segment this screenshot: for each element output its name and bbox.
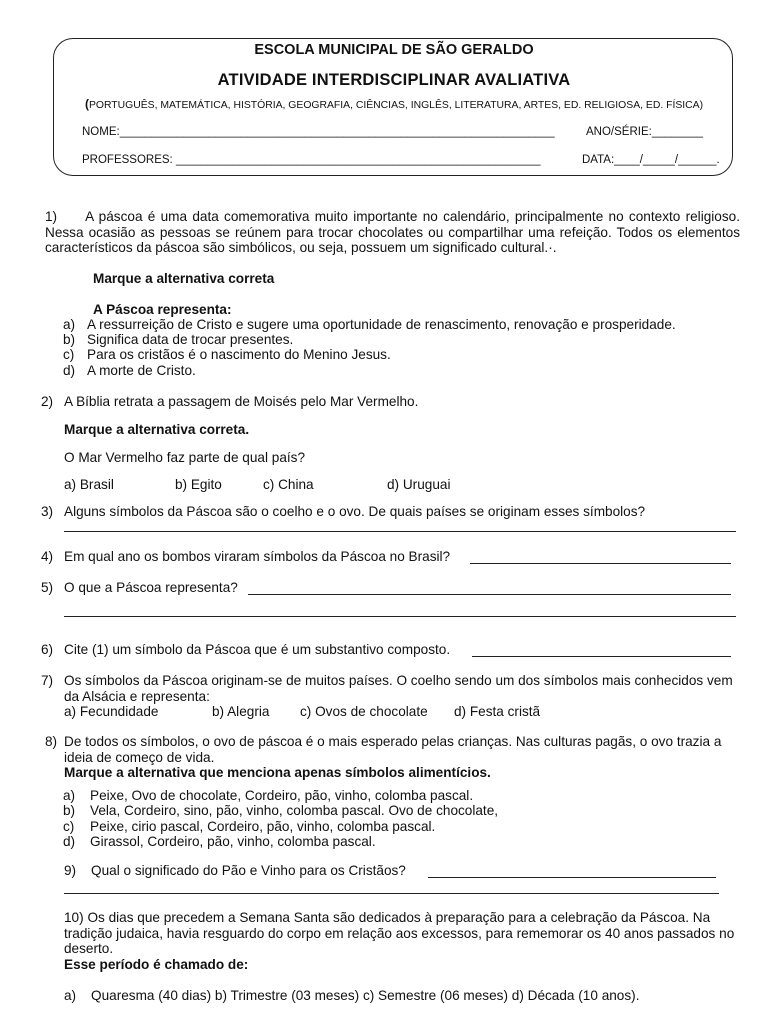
q1-option-d[interactable] — [63, 363, 196, 379]
q10-number: 10) — [64, 910, 84, 925]
q2-prompt: O Mar Vermelho faz parte de qual país? — [64, 450, 306, 465]
q7-number: 7) — [41, 673, 54, 688]
question-4 — [41, 549, 451, 565]
q1-option-d-text: A morte de Cristo. — [87, 363, 196, 378]
q4-answer-line[interactable] — [470, 563, 731, 564]
q2-option-d[interactable]: d) Uruguai — [387, 477, 451, 492]
q7-option-c[interactable]: c) Ovos de chocolate — [300, 704, 428, 719]
q10-options-letter: a) — [64, 988, 77, 1003]
grade-field[interactable] — [586, 125, 703, 141]
grade-label: ANO/SÉRIE: — [586, 126, 652, 138]
q8-option-a-letter: a) — [63, 788, 76, 803]
q8-option-a-text: Peixe, Ovo de chocolate, Cordeiro, pão, vinho, colomba pascal. — [90, 788, 474, 803]
q6-answer-line[interactable] — [472, 656, 731, 657]
q8-text: De todos os símbolos, o ovo de páscoa é o mais esperado pelas crianças. Nas culturas pagãs, o ovo trazia a ideia de começo de vida. — [64, 734, 722, 765]
q8-option-d-letter: d) — [63, 834, 76, 849]
q8-option-c-text: Peixe, cirio pascal, Cordeiro, pão, vinho, colomba pascal. — [90, 819, 436, 834]
subjects-text: PORTUGUÊS, MATEMÁTICA, HISTÓRIA, GEOGRAFIA, CIÊNCIAS, INGLÊS, LITERATURA, ARTES, ED. RELIGIOSA, ED. FÍSICA) — [88, 100, 704, 111]
q1-option-c[interactable] — [63, 347, 391, 363]
q2-option-b[interactable]: b) Egito — [175, 477, 222, 492]
q1-option-a-text: A ressurreição de Cristo e sugere uma oportunidade de renascimento, renovação e prosperidade. — [87, 317, 676, 332]
q4-number: 4) — [41, 549, 54, 564]
school-name: ESCOLA MUNICIPAL DE SÃO GERALDO — [254, 42, 534, 58]
q9-number: 9) — [64, 863, 77, 878]
q3-answer-line[interactable] — [64, 531, 736, 532]
q1-option-d-letter: d) — [63, 363, 76, 378]
q3-text: Alguns símbolos da Páscoa são o coelho e o ovo. De quais países se originam esses símbolos? — [64, 504, 646, 519]
q9-text: Qual o significado do Pão e Vinho para os Cristãos? — [91, 863, 406, 878]
q8-option-c[interactable] — [63, 819, 436, 835]
q8-number: 8) — [45, 734, 58, 749]
teachers-line[interactable]: _________________________________________________________ — [175, 154, 541, 166]
q8-option-d-text: Girassol, Cordeiro, pão, vinho, colomba pascal. — [90, 834, 376, 849]
q8-instruction: Marque a alternativa que menciona apenas símbolos alimentícios. — [64, 765, 491, 780]
q4-text: Em qual ano os bombos viraram símbolos da Páscoa no Brasil? — [64, 549, 451, 564]
q2-option-c[interactable]: c) China — [263, 477, 314, 492]
activity-title: ATIVIDADE INTERDISCIPLINAR AVALIATIVA — [217, 71, 571, 89]
teachers-field[interactable] — [82, 153, 541, 169]
q1-option-a-letter: a) — [63, 317, 76, 332]
q2-instruction: Marque a alternativa correta. — [64, 422, 250, 437]
q7-option-b[interactable]: b) Alegria — [212, 704, 270, 719]
q1-prompt: A Páscoa representa: — [93, 302, 232, 317]
q1-number: 1) — [45, 209, 58, 224]
q1-option-b[interactable] — [63, 332, 294, 348]
q5-answer-line-2[interactable] — [64, 616, 736, 617]
q7-option-d[interactable]: d) Festa cristã — [454, 704, 541, 719]
q7-text: Os símbolos da Páscoa originam-se de muitos países. O coelho sendo um dos símbolos mais conhecidos vem da Alsácia e representa: — [64, 673, 733, 704]
question-2 — [41, 394, 419, 410]
q10-options[interactable] — [64, 988, 640, 1004]
q1-option-a[interactable] — [63, 317, 676, 333]
q5-text: O que a Páscoa representa? — [64, 580, 238, 595]
header-box — [53, 38, 733, 176]
q5-number: 5) — [41, 580, 54, 595]
q1-option-c-text: Para os cristãos é o nascimento do Menino Jesus. — [87, 347, 391, 362]
q2-number: 2) — [41, 394, 54, 409]
q1-text-block — [45, 209, 740, 256]
q1-option-c-letter: c) — [63, 347, 75, 362]
q10-instruction: Esse período é chamado de: — [64, 957, 249, 972]
q6-text: Cite (1) um símbolo da Páscoa que é um substantivo composto. — [64, 642, 451, 657]
grade-line[interactable]: ________ — [651, 126, 703, 138]
name-field[interactable] — [82, 125, 555, 141]
question-3 — [41, 504, 646, 520]
question-1 — [45, 209, 740, 256]
q2-option-a[interactable]: a) Brasil — [64, 477, 114, 492]
q8-option-a[interactable] — [63, 788, 474, 804]
q8-option-c-letter: c) — [63, 819, 75, 834]
q8-option-b[interactable] — [63, 803, 499, 819]
question-5 — [41, 580, 238, 596]
q8-option-b-text: Vela, Cordeiro, sino, pão, vinho, colomba pascal. Ovo de chocolate, — [90, 803, 499, 818]
q10-text: Os dias que precedem a Semana Santa são dedicados à preparação para a celebração da Páscoa. Na tradição judaica, havia resguardo do corpo em relação aos excessos, para rememorar os 40 anos passados no deserto. — [64, 910, 735, 956]
q10-options-text[interactable]: Quaresma (40 dias) b) Trimestre (03 meses) c) Semestre (06 meses) d) Década (10 anos). — [91, 988, 640, 1003]
q6-number: 6) — [41, 642, 54, 657]
q1-option-b-text: Significa data de trocar presentes. — [87, 332, 294, 347]
q1-text: A páscoa é uma data comemorativa muito importante no calendário, principalmente no contexto religioso. Nessa ocasião as pessoas se reúnem para trocar chocolates ou compartilhar uma refeição. Todos os elementos característicos da páscoa são simbólicos, ou seja, possuem um significado cultural.·. — [45, 209, 740, 255]
teachers-label: PROFESSORES: — [82, 154, 173, 166]
q3-number: 3) — [41, 504, 54, 519]
date-field[interactable]: DATA:____/_____/______. — [582, 154, 720, 166]
q8-option-b-letter: b) — [63, 803, 76, 818]
question-9 — [64, 863, 406, 879]
name-label: NOME: — [82, 126, 120, 138]
question-6 — [41, 642, 451, 658]
subjects-paren: ( — [84, 97, 89, 111]
q7-option-a[interactable]: a) Fecundidade — [64, 704, 159, 719]
q1-option-b-letter: b) — [63, 332, 76, 347]
q2-text: A Bíblia retrata a passagem de Moisés pelo Mar Vermelho. — [64, 394, 419, 409]
q8-option-d[interactable] — [63, 834, 376, 850]
subjects-list — [54, 97, 734, 114]
name-line[interactable]: ____________________________________________________________________ — [119, 126, 555, 138]
q1-instruction: Marque a alternativa correta — [93, 271, 275, 286]
q9-answer-line-2[interactable] — [64, 893, 719, 894]
question-10 — [64, 910, 740, 957]
q9-answer-line-1[interactable] — [428, 877, 716, 878]
q5-answer-line-1[interactable] — [248, 594, 731, 595]
